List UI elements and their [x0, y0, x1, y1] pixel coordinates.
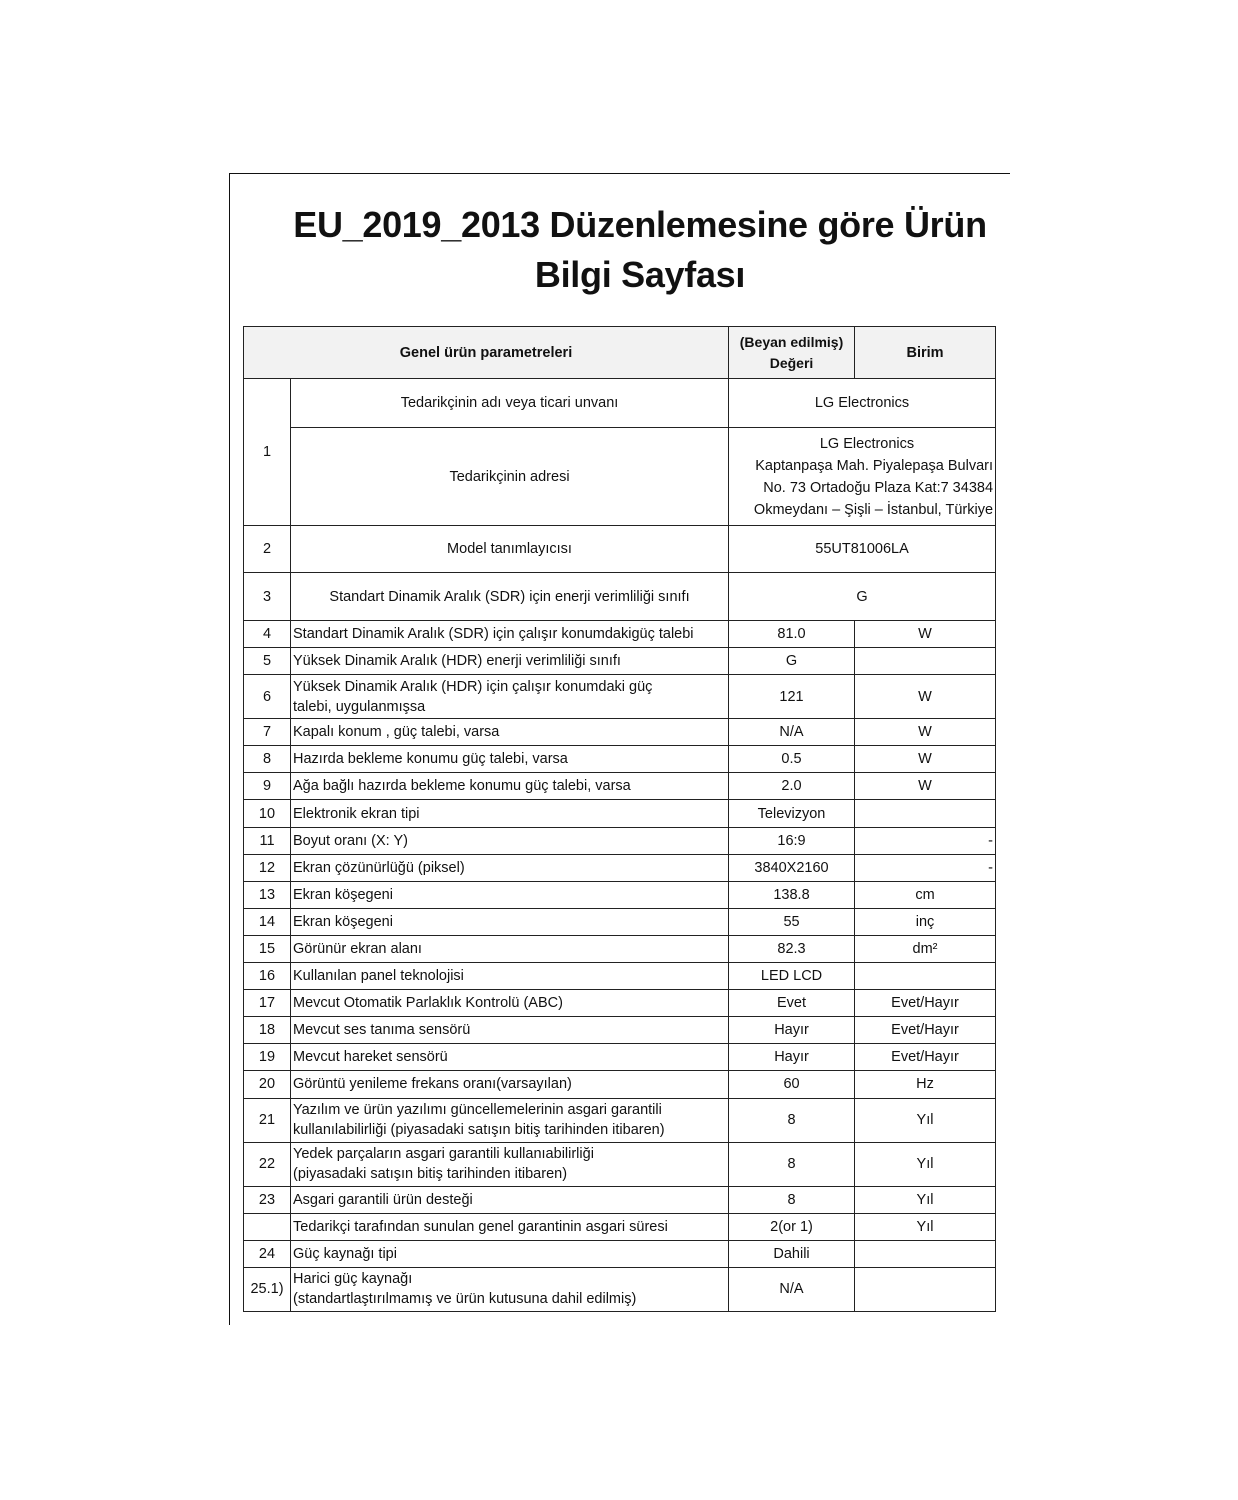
param-unit: W: [855, 675, 996, 719]
table-row: [244, 773, 996, 800]
param-label: Ekran çözünürlüğü (piksel): [291, 854, 729, 881]
param-value: 60: [729, 1071, 855, 1098]
address-line: Okmeydanı – Şişli – İstanbul, Türkiye: [753, 501, 994, 518]
param-unit: cm: [855, 881, 996, 908]
title-line-1: EU_2019_2013 Düzenlemesine göre Ürün: [293, 204, 987, 245]
table-row: [244, 827, 996, 854]
table-row: [244, 1240, 996, 1267]
table-row-2: [244, 526, 996, 573]
table-row-1b: [244, 428, 996, 526]
param-label: [291, 1267, 729, 1311]
param-value: 8: [729, 1142, 855, 1186]
param-unit: Evet/Hayır: [855, 1044, 996, 1071]
param-label-line-1: Yazılım ve ürün yazılımı güncellemelerinin asgari garantili: [293, 1102, 662, 1118]
sdr-class-label: Standart Dinamik Aralık (SDR) için enerji verimliliği sınıfı: [291, 573, 729, 621]
table-row: [244, 963, 996, 990]
param-label: Görünür ekran alanı: [291, 935, 729, 962]
header-value: [729, 327, 855, 379]
table-row: [244, 800, 996, 827]
supplier-address-value: [729, 428, 996, 526]
param-label: Boyut oranı (X: Y): [291, 827, 729, 854]
param-label: Kullanılan panel teknolojisi: [291, 963, 729, 990]
row-number: 10: [244, 800, 291, 827]
row-number: 12: [244, 854, 291, 881]
row-number: 5: [244, 648, 291, 675]
table-row: [244, 1142, 996, 1186]
row-number: 3: [244, 573, 291, 621]
title-line-2: Bilgi Sayfası: [534, 254, 746, 295]
param-label: Güç kaynağı tipi: [291, 1240, 729, 1267]
address-line: No. 73 Ortadoğu Plaza Kat:7 34384: [763, 479, 994, 496]
table-row: [244, 719, 996, 746]
table-row: [244, 1017, 996, 1044]
row-number: 8: [244, 746, 291, 773]
sdr-class-value: G: [729, 573, 996, 621]
row-number: 18: [244, 1017, 291, 1044]
table-row: [244, 935, 996, 962]
header-row: [244, 327, 996, 379]
param-label: Tedarikçi tarafından sunulan genel garantinin asgari süresi: [291, 1213, 729, 1240]
param-unit: [855, 800, 996, 827]
param-label: Mevcut hareket sensörü: [291, 1044, 729, 1071]
param-label-line-2: (standartlaştırılmamış ve ürün kutusuna dahil edilmiş): [293, 1291, 637, 1308]
param-value: Televizyon: [729, 800, 855, 827]
table-row: [244, 648, 996, 675]
param-value: 3840X2160: [729, 854, 855, 881]
param-value: Evet: [729, 990, 855, 1017]
row-number: 17: [244, 990, 291, 1017]
table-row-3: [244, 573, 996, 621]
param-label: Ekran köşegeni: [291, 908, 729, 935]
table-row: [244, 881, 996, 908]
param-label: Ekran köşegeni: [291, 881, 729, 908]
param-unit: W: [855, 773, 996, 800]
row-number: 4: [244, 621, 291, 648]
param-value: 8: [729, 1186, 855, 1213]
param-label-line-1: Harici güç kaynağı: [293, 1271, 413, 1288]
param-label-line-2: talebi, uygulanmışsa: [293, 698, 426, 715]
param-value: 8: [729, 1098, 855, 1142]
row-number: 20: [244, 1071, 291, 1098]
param-label: Elektronik ekran tipi: [291, 800, 729, 827]
row-number: 15: [244, 935, 291, 962]
table-row: [244, 1213, 996, 1240]
frame-left-border: [229, 173, 230, 1325]
param-value: 0.5: [729, 746, 855, 773]
header-value-line-1: (Beyan edilmiş): [739, 333, 844, 350]
param-label-line-1: Yüksek Dinamik Aralık (HDR) için çalışır konumdaki güç: [293, 678, 653, 695]
param-label: Mevcut Otomatik Parlaklık Kontrolü (ABC): [291, 990, 729, 1017]
table-row: [244, 1267, 996, 1311]
param-unit: dm²: [855, 935, 996, 962]
param-value: 121: [729, 675, 855, 719]
supplier-name-label: Tedarikçinin adı veya ticari unvanı: [291, 379, 729, 428]
row-number: [244, 1213, 291, 1240]
row-number: 24: [244, 1240, 291, 1267]
row-number: 2: [244, 526, 291, 573]
address-line: LG Electronics: [819, 435, 915, 452]
param-label: Yüksek Dinamik Aralık (HDR) enerji verimliliği sınıfı: [291, 648, 729, 675]
param-value: 81.0: [729, 621, 855, 648]
param-label-line-2: (piyasadaki satışın bitiş tarihinden itibaren): [293, 1166, 568, 1182]
param-value: LED LCD: [729, 963, 855, 990]
address-line: Kaptanpaşa Mah. Piyalepaşa Bulvarı: [755, 457, 994, 474]
row-number: 22: [244, 1142, 291, 1186]
row-number: 11: [244, 827, 291, 854]
row-number: 6: [244, 675, 291, 719]
param-value: 138.8: [729, 881, 855, 908]
table-row-1a: [244, 379, 996, 428]
page-title: [240, 200, 1040, 300]
param-value: 2(or 1): [729, 1213, 855, 1240]
row-number: 19: [244, 1044, 291, 1071]
row-number: 21: [244, 1098, 291, 1142]
row-number: 16: [244, 963, 291, 990]
param-unit: W: [855, 719, 996, 746]
table-row: [244, 1186, 996, 1213]
param-value: G: [729, 648, 855, 675]
table-row: [244, 908, 996, 935]
param-unit: -: [855, 854, 996, 881]
param-value: Hayır: [729, 1017, 855, 1044]
param-label: [291, 675, 729, 719]
param-unit: inç: [855, 908, 996, 935]
param-unit: [855, 963, 996, 990]
table-row: [244, 675, 996, 719]
param-unit: W: [855, 621, 996, 648]
param-value: 2.0: [729, 773, 855, 800]
param-label: Mevcut ses tanıma sensörü: [291, 1017, 729, 1044]
param-label: Kapalı konum , güç talebi, varsa: [291, 719, 729, 746]
param-value: N/A: [729, 1267, 855, 1311]
param-unit: Yıl: [855, 1186, 996, 1213]
row-number: 7: [244, 719, 291, 746]
table-row: [244, 621, 996, 648]
model-value: 55UT81006LA: [729, 526, 996, 573]
param-unit: Hz: [855, 1071, 996, 1098]
header-value-line-2: Değeri: [769, 354, 814, 371]
param-unit: Evet/Hayır: [855, 1017, 996, 1044]
row-number: 14: [244, 908, 291, 935]
param-unit: [855, 648, 996, 675]
param-label: Hazırda bekleme konumu güç talebi, varsa: [291, 746, 729, 773]
param-unit: Yıl: [855, 1213, 996, 1240]
row-number: 13: [244, 881, 291, 908]
param-value: 16:9: [729, 827, 855, 854]
param-unit: Yıl: [855, 1142, 996, 1186]
supplier-address-label: Tedarikçinin adresi: [291, 428, 729, 526]
table-row: [244, 990, 996, 1017]
param-unit: Evet/Hayır: [855, 990, 996, 1017]
model-label: Model tanımlayıcısı: [291, 526, 729, 573]
param-unit: [855, 1240, 996, 1267]
table-row: [244, 1071, 996, 1098]
param-label: [291, 1098, 729, 1142]
table-row: [244, 746, 996, 773]
row-number: 25.1): [244, 1267, 291, 1311]
param-label: [291, 1142, 729, 1186]
param-value: Dahili: [729, 1240, 855, 1267]
param-unit: -: [855, 827, 996, 854]
table-body: [244, 327, 996, 1312]
frame-top-border: [229, 173, 1010, 174]
param-value: 55: [729, 908, 855, 935]
row-number: 23: [244, 1186, 291, 1213]
param-unit: [855, 1267, 996, 1311]
param-label: Asgari garantili ürün desteği: [291, 1186, 729, 1213]
table-row: [244, 854, 996, 881]
header-unit: Birim: [855, 327, 996, 379]
header-params: Genel ürün parametreleri: [244, 327, 729, 379]
supplier-name-value: LG Electronics: [729, 379, 996, 428]
table-row: [244, 1098, 996, 1142]
table-row: [244, 1044, 996, 1071]
param-label: Standart Dinamik Aralık (SDR) için çalışır konumdakigüç talebi: [291, 621, 729, 648]
param-label-line-1: Yedek parçaların asgari garantili kullanıabilirliği: [293, 1146, 594, 1162]
param-value: 82.3: [729, 935, 855, 962]
param-label-line-2: kullanılabilirliği (piyasadaki satışın bitiş tarihinden itibaren): [293, 1122, 665, 1138]
param-unit: W: [855, 746, 996, 773]
row-number: 9: [244, 773, 291, 800]
product-info-table: [243, 326, 996, 1312]
row-number: 1: [244, 379, 291, 526]
param-value: N/A: [729, 719, 855, 746]
param-unit: Yıl: [855, 1098, 996, 1142]
param-label: Görüntü yenileme frekans oranı(varsayılan): [291, 1071, 729, 1098]
param-label: Ağa bağlı hazırda bekleme konumu güç talebi, varsa: [291, 773, 729, 800]
param-value: Hayır: [729, 1044, 855, 1071]
